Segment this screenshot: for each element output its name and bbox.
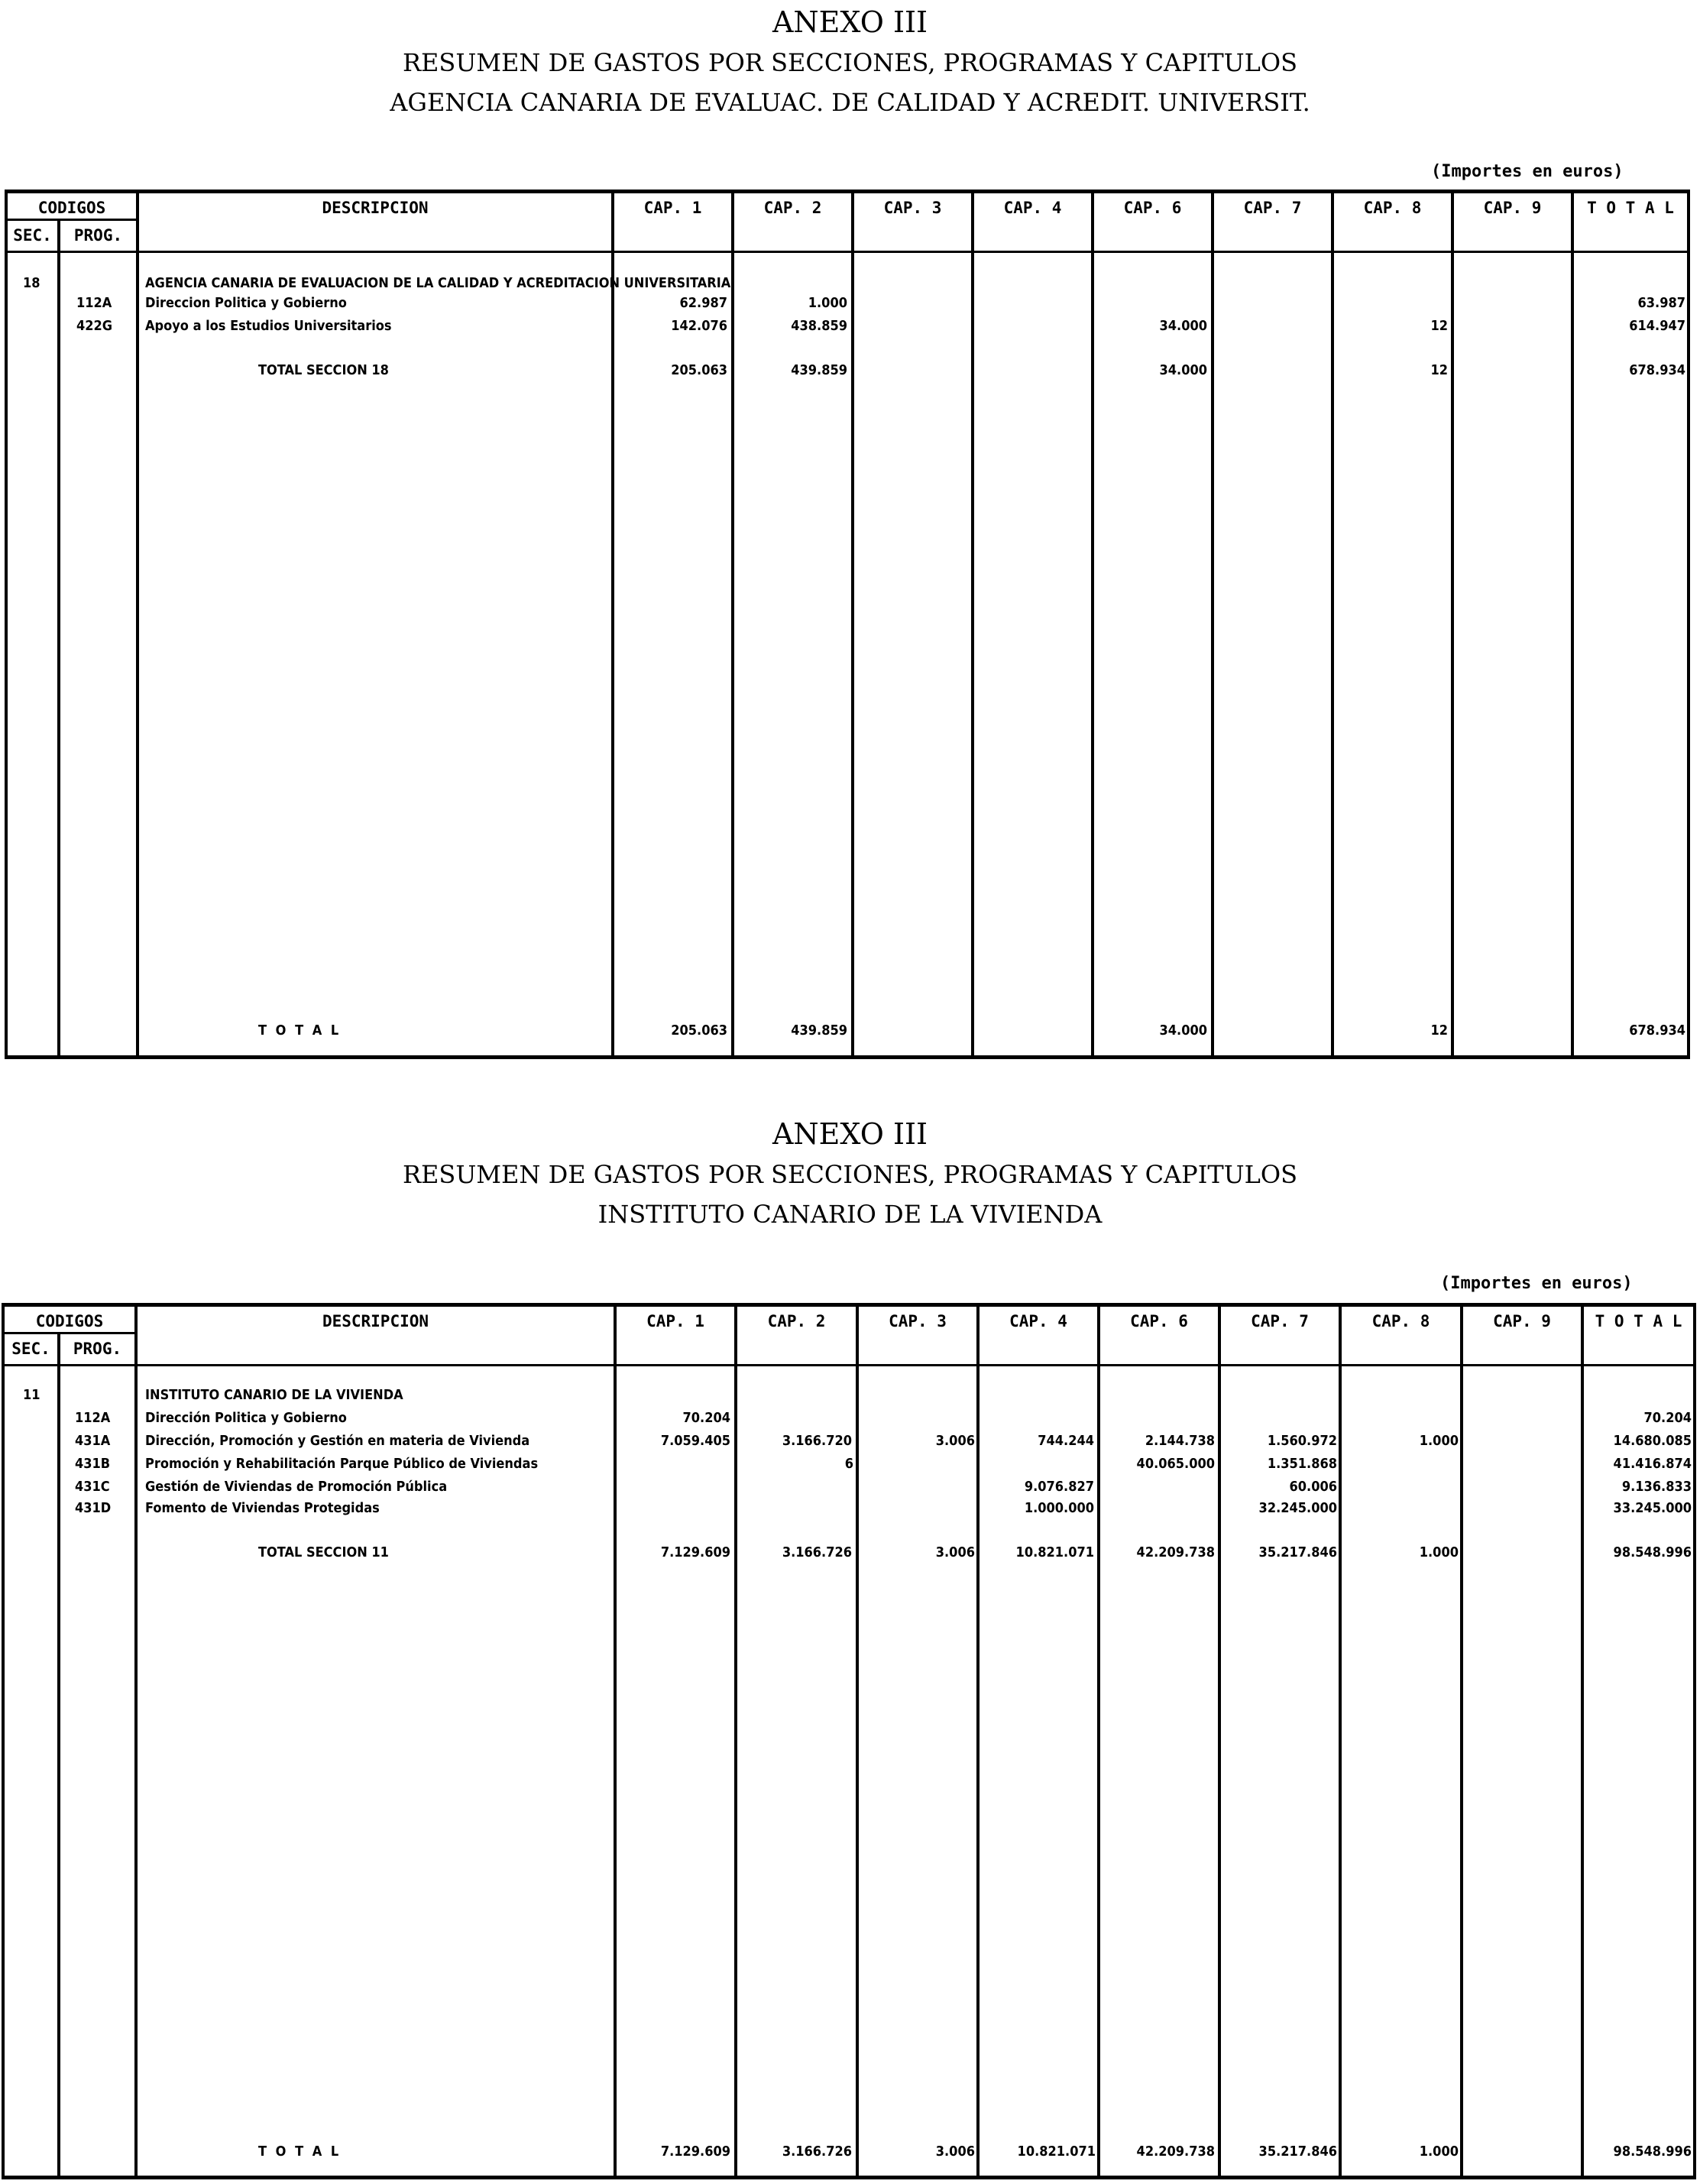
header-total: T O T A L xyxy=(1595,1312,1682,1330)
annex-title: ANEXO III xyxy=(772,1117,928,1151)
section-total-total: 98.548.996 xyxy=(1613,1544,1692,1560)
grand-total-cap-7: 35.217.846 xyxy=(1258,2143,1337,2160)
header-codigos: CODIGOS xyxy=(35,1312,104,1330)
amount-cap-7: 32.245.000 xyxy=(1258,1500,1337,1516)
header-cap-8: CAP. 8 xyxy=(1371,1312,1430,1330)
amount-cap-1: 62.987 xyxy=(679,295,727,311)
amount-total: 33.245.000 xyxy=(1613,1500,1692,1516)
amount-cap-2: 6 xyxy=(844,1456,853,1472)
grand-total-cap-6: 34.000 xyxy=(1159,1022,1207,1039)
amount-total: 63.987 xyxy=(1637,295,1685,311)
section-total-cap-1: 205.063 xyxy=(671,362,727,378)
amount-cap-1: 7.059.405 xyxy=(660,1433,730,1449)
section-total-cap-7: 35.217.846 xyxy=(1258,1544,1337,1560)
amount-cap-8: 1.000 xyxy=(1419,1433,1459,1449)
section-total-cap-2: 439.859 xyxy=(791,362,847,378)
header-descripcion: DESCRIPCION xyxy=(322,199,429,217)
section-total-cap-1: 7.129.609 xyxy=(660,1544,730,1560)
section-total-label: TOTAL SECCION 11 xyxy=(258,1544,389,1560)
grand-total-cap-1: 7.129.609 xyxy=(660,2143,730,2160)
annex-entity: AGENCIA CANARIA DE EVALUAC. DE CALIDAD Y ACREDIT. UNIVERSIT. xyxy=(390,88,1310,117)
amount-cap-2: 438.859 xyxy=(791,318,847,334)
header-codigos: CODIGOS xyxy=(37,199,106,217)
program-description: Gestión de Viviendas de Promoción Pública xyxy=(145,1479,448,1495)
amount-cap-6: 34.000 xyxy=(1159,318,1207,334)
section-description: AGENCIA CANARIA DE EVALUACION DE LA CALIDAD Y ACREDITACION UNIVERSITARIA xyxy=(145,275,731,291)
header-descripcion: DESCRIPCION xyxy=(322,1312,429,1330)
header-cap-4: CAP. 4 xyxy=(1003,199,1062,217)
amount-cap-6: 40.065.000 xyxy=(1136,1456,1215,1472)
amount-cap-2: 1.000 xyxy=(808,295,847,311)
section-code: 18 xyxy=(23,275,40,291)
annex-entity: INSTITUTO CANARIO DE LA VIVIENDA xyxy=(597,1200,1103,1229)
section-total-label: TOTAL SECCION 18 xyxy=(258,362,389,378)
amount-cap-7: 60.006 xyxy=(1289,1479,1337,1495)
header-cap-8: CAP. 8 xyxy=(1363,199,1422,217)
amount-cap-7: 1.351.868 xyxy=(1267,1456,1337,1472)
header-sec: SEC. xyxy=(13,226,52,245)
section-total-total: 678.934 xyxy=(1629,362,1685,378)
amount-cap-1: 70.204 xyxy=(682,1410,730,1426)
amount-cap-8: 12 xyxy=(1430,318,1448,334)
section-total-cap-8: 12 xyxy=(1430,362,1448,378)
section-total-cap-6: 34.000 xyxy=(1159,362,1207,378)
header-cap-9: CAP. 9 xyxy=(1483,199,1542,217)
amount-cap-2: 3.166.720 xyxy=(782,1433,852,1449)
header-cap-9: CAP. 9 xyxy=(1493,1312,1551,1330)
header-cap-3: CAP. 3 xyxy=(883,199,942,217)
grand-total-label: T O T A L xyxy=(258,1022,342,1039)
header-cap-6: CAP. 6 xyxy=(1123,199,1182,217)
grand-total-cap-8: 12 xyxy=(1430,1022,1448,1039)
header-cap-2: CAP. 2 xyxy=(763,199,822,217)
program-description: Promoción y Rehabilitación Parque Público de Viviendas xyxy=(145,1456,539,1472)
annex-title: ANEXO III xyxy=(772,5,928,39)
header-cap-4: CAP. 4 xyxy=(1009,1312,1067,1330)
grand-total-cap-8: 1.000 xyxy=(1419,2143,1459,2160)
expense-table xyxy=(0,190,1700,1061)
header-cap-7: CAP. 7 xyxy=(1251,1312,1309,1330)
program-code: 431B xyxy=(75,1456,111,1472)
amount-cap-3: 3.006 xyxy=(935,1433,975,1449)
header-cap-3: CAP. 3 xyxy=(889,1312,947,1330)
program-code: 431C xyxy=(75,1479,110,1495)
grand-total-cap-4: 10.821.071 xyxy=(1017,2143,1096,2160)
section-total-cap-6: 42.209.738 xyxy=(1136,1544,1215,1560)
header-prog: PROG. xyxy=(73,226,123,245)
program-description: Apoyo a los Estudios Universitarios xyxy=(145,318,392,334)
section-total-cap-4: 10.821.071 xyxy=(1015,1544,1094,1560)
section-total-cap-3: 3.006 xyxy=(935,1544,975,1560)
grand-total-label: T O T A L xyxy=(258,2143,342,2160)
section-description: INSTITUTO CANARIO DE LA VIVIENDA xyxy=(145,1387,403,1403)
program-code: 112A xyxy=(75,1410,111,1426)
header-prog: PROG. xyxy=(73,1340,122,1358)
units-note: (Importes en euros) xyxy=(1440,1274,1633,1293)
program-code: 431D xyxy=(75,1500,112,1516)
header-cap-1: CAP. 1 xyxy=(646,1312,704,1330)
program-code: 112A xyxy=(76,295,112,311)
annex-subtitle: RESUMEN DE GASTOS POR SECCIONES, PROGRAMAS Y CAPITULOS xyxy=(402,48,1298,77)
amount-cap-4: 744.244 xyxy=(1038,1433,1094,1449)
amount-cap-4: 1.000.000 xyxy=(1024,1500,1094,1516)
grand-total-cap-2: 3.166.726 xyxy=(782,2143,852,2160)
program-description: Fomento de Viviendas Protegidas xyxy=(145,1500,380,1516)
grand-total-cap-2: 439.859 xyxy=(791,1022,847,1039)
annex-block-2 xyxy=(0,1112,1700,2184)
grand-total-cap-6: 42.209.738 xyxy=(1136,2143,1215,2160)
amount-cap-4: 9.076.827 xyxy=(1024,1479,1094,1495)
amount-cap-1: 142.076 xyxy=(671,318,727,334)
amount-total: 9.136.833 xyxy=(1621,1479,1692,1495)
program-code: 431A xyxy=(75,1433,111,1449)
amount-total: 41.416.874 xyxy=(1613,1456,1692,1472)
header-sec: SEC. xyxy=(11,1340,50,1358)
annex-subtitle: RESUMEN DE GASTOS POR SECCIONES, PROGRAMAS Y CAPITULOS xyxy=(402,1160,1298,1189)
expense-table xyxy=(0,1303,1700,2182)
amount-total: 614.947 xyxy=(1629,318,1685,334)
section-total-cap-8: 1.000 xyxy=(1419,1544,1459,1560)
section-total-cap-2: 3.166.726 xyxy=(782,1544,852,1560)
amount-total: 14.680.085 xyxy=(1613,1433,1692,1449)
grand-total-total: 98.548.996 xyxy=(1613,2143,1692,2160)
program-description: Dirección Politica y Gobierno xyxy=(145,1410,347,1426)
grand-total-cap-1: 205.063 xyxy=(671,1022,727,1039)
units-note: (Importes en euros) xyxy=(1431,162,1624,181)
grand-total-cap-3: 3.006 xyxy=(935,2143,975,2160)
header-total: T O T A L xyxy=(1587,199,1674,217)
amount-total: 70.204 xyxy=(1643,1410,1692,1426)
section-code: 11 xyxy=(23,1387,40,1403)
annex-block-1 xyxy=(0,0,1700,1070)
header-cap-7: CAP. 7 xyxy=(1243,199,1302,217)
header-cap-6: CAP. 6 xyxy=(1130,1312,1188,1330)
amount-cap-7: 1.560.972 xyxy=(1267,1433,1337,1449)
program-description: Direccion Politica y Gobierno xyxy=(145,295,347,311)
grand-total-total: 678.934 xyxy=(1629,1022,1685,1039)
program-code: 422G xyxy=(76,318,113,334)
header-cap-1: CAP. 1 xyxy=(643,199,702,217)
header-cap-2: CAP. 2 xyxy=(767,1312,826,1330)
amount-cap-6: 2.144.738 xyxy=(1145,1433,1215,1449)
program-description: Dirección, Promoción y Gestión en materia de Vivienda xyxy=(145,1433,530,1449)
